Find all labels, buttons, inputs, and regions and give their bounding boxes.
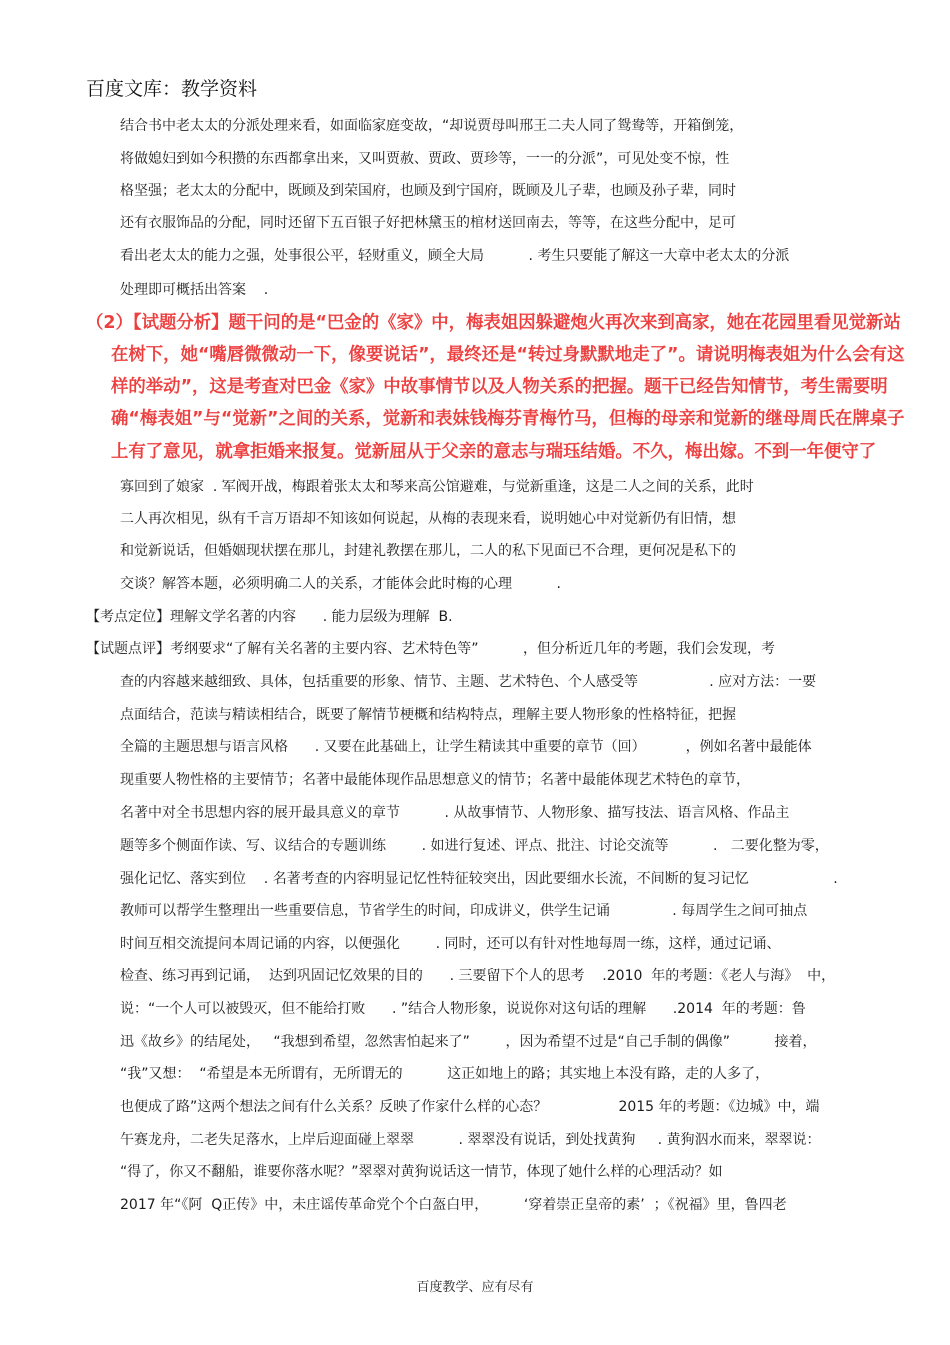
text-line: 现重要人物性格的主要情节；名著中最能体现作品思想意义的情节；名著中最能体现艺术特色的章节，: [120, 772, 750, 788]
text-line: 处理即可概括出答案 .: [120, 282, 269, 298]
text-line: 说：“一个人可以被毁灭，但不能给打败 . ”结合人物形象，说说你对这句话的理解 .2014 年的考题：鲁: [120, 1001, 806, 1017]
text-line: 午赛龙舟，二老失足落水，上岸后迎面碰上翠翠 . 翠翠没有说话，到处找黄狗 . 黄狗泅水而来，翠翠说：: [120, 1132, 821, 1148]
text-line: “得了，你又不翻船，谁要你落水呢？”翠翠对黄狗说话这一情节，体现了她什么样的心理活动？如: [120, 1164, 723, 1180]
text-line: 二人再次相见，纵有千言万语却不知该如何说起，从梅的表现来看，说明她心中对觉新仍有旧情，想: [120, 511, 736, 527]
text-line: 结合书中老太太的分派处理来看，如面临家庭变故，“却说贾母叫邢王二夫人同了鸳鸯等，开箱倒笼，: [120, 118, 744, 134]
text-line: 名著中对全书思想内容的展开最具意义的章节 . 从故事情节、人物形象、描写技法、语言风格、作品主: [120, 805, 790, 821]
highlighted-text-line: 样的举动”，这是考查对巴金《家》中故事情节以及人物关系的把握。题干已经告知情节，考生需要明: [111, 377, 888, 397]
text-line: 将做媳妇到如今积攒的东西都拿出来，又叫贾赦、贾政、贾珍等，一一的分派”，可见处变不惊，性: [120, 151, 730, 167]
text-line: 【试题点评】考纲要求“了解有关名著的主要内容、艺术特色等” ，但分析近几年的考题，我们会发现，考: [86, 641, 776, 657]
highlighted-text-line: 在树下，她“嘴唇微微动一下，像要说话”，最终还是“转过身默默地走了”。请说明梅表姐为什么会有这: [111, 345, 905, 365]
text-line: 看出老太太的能力之强，处事很公平，轻财重义，顾全大局 . 考生只要能了解这一大章中老太太的分派: [120, 248, 790, 264]
page-header-title: 百度文库：教学资料: [86, 78, 258, 100]
text-line: 强化记忆、落实到位 . 名著考查的内容明显记忆性特征较突出，因此要细水长流，不间断的复习记忆 .: [120, 871, 838, 887]
text-line: 点面结合，范读与精读相结合，既要了解情节梗概和结构特点，理解主要人物形象的性格特征，把握: [120, 707, 736, 723]
highlighted-text-line: 确“梅表姐”与“觉新”之间的关系，觉新和表妹钱梅芬青梅竹马，但梅的母亲和觉新的继母周氏在牌桌子: [111, 409, 905, 429]
text-line: “我”又想： “希望是本无所谓有，无所谓无的 这正如地上的路；其实地上本没有路，走的人多了，: [120, 1066, 770, 1082]
highlighted-text-line: 上有了意见，就拿拒婚来报复。觉新屈从于父亲的意志与瑞珏结婚。不久，梅出嫁。不到一年便守了: [111, 442, 877, 462]
text-line: 2017 年“《阿 Q正传》中，未庄谣传革命党个个白盔白甲， ‘穿着崇正皇帝的素’ ；《祝福》里，鲁四老: [120, 1197, 787, 1213]
text-line: 检查、练习再到记诵， 达到巩固记忆效果的目的 . 三要留下个人的思考 .2010 年的考题：《老人与海》 中，: [120, 968, 836, 984]
text-line: 迅《故乡》的结尾处， “我想到希望，忽然害怕起来了” ，因为希望不过是“自己手制的偶像” 接着，: [120, 1034, 817, 1050]
text-line: 也便成了路”这两个想法之间有什么关系？反映了作家什么样的心态？ 2015 年的考题：《边城》中，端: [120, 1099, 820, 1115]
highlighted-text-line: （2）【试题分析】题干问的是“巴金的《家》中，梅表姐因躲避炮火再次来到高家，她在花园里看见觉新站: [86, 313, 901, 333]
text-line: 全篇的主题思想与语言风格 . 又要在此基础上，让学生精读其中重要的章节（回） ，例如名著中最能体: [120, 739, 812, 755]
text-line: 教师可以帮学生整理出一些重要信息，节省学生的时间，印成讲义，供学生记诵 . 每周学生之间可抽点: [120, 903, 808, 919]
text-line: 格坚强；老太太的分配中，既顾及到荣国府，也顾及到宁国府，既顾及儿子辈，也顾及孙子辈，同时: [120, 183, 736, 199]
text-line: 和觉新说话，但婚姻现状摆在那儿，封建礼教摆在那儿，二人的私下见面已不合理，更何况是私下的: [120, 543, 736, 559]
text-line: 交谈？解答本题，必须明确二人的关系，才能体会此时梅的心理 .: [120, 576, 561, 592]
text-line: 时间互相交流提问本周记诵的内容，以便强化 . 同时，还可以有针对性地每周一练，这样，通过记诵、: [120, 936, 781, 952]
text-line: 查的内容越来越细致、具体，包括重要的形象、情节、主题、艺术特色、个人感受等 . 应对方法：一要: [120, 674, 817, 690]
text-line: 寡回到了娘家 . 军阀开战，梅跟着张太太和琴来高公馆避难，与觉新重逢，这是二人之间的关系，此时: [120, 479, 754, 495]
page-footer: 百度教学、应有尽有: [416, 1280, 534, 1295]
text-line: 还有衣服饰品的分配，同时还留下五百银子好把林黛玉的棺材送回南去，等等，在这些分配中，足可: [120, 215, 736, 231]
kaodian-line: 【考点定位】理解文学名著的内容 . 能力层级为理解 B.: [86, 609, 453, 625]
text-line: 题等多个侧面作读、写、议结合的专题训练 . 如进行复述、评点、批注、讨论交流等 . 二要化整为零，: [120, 838, 829, 854]
